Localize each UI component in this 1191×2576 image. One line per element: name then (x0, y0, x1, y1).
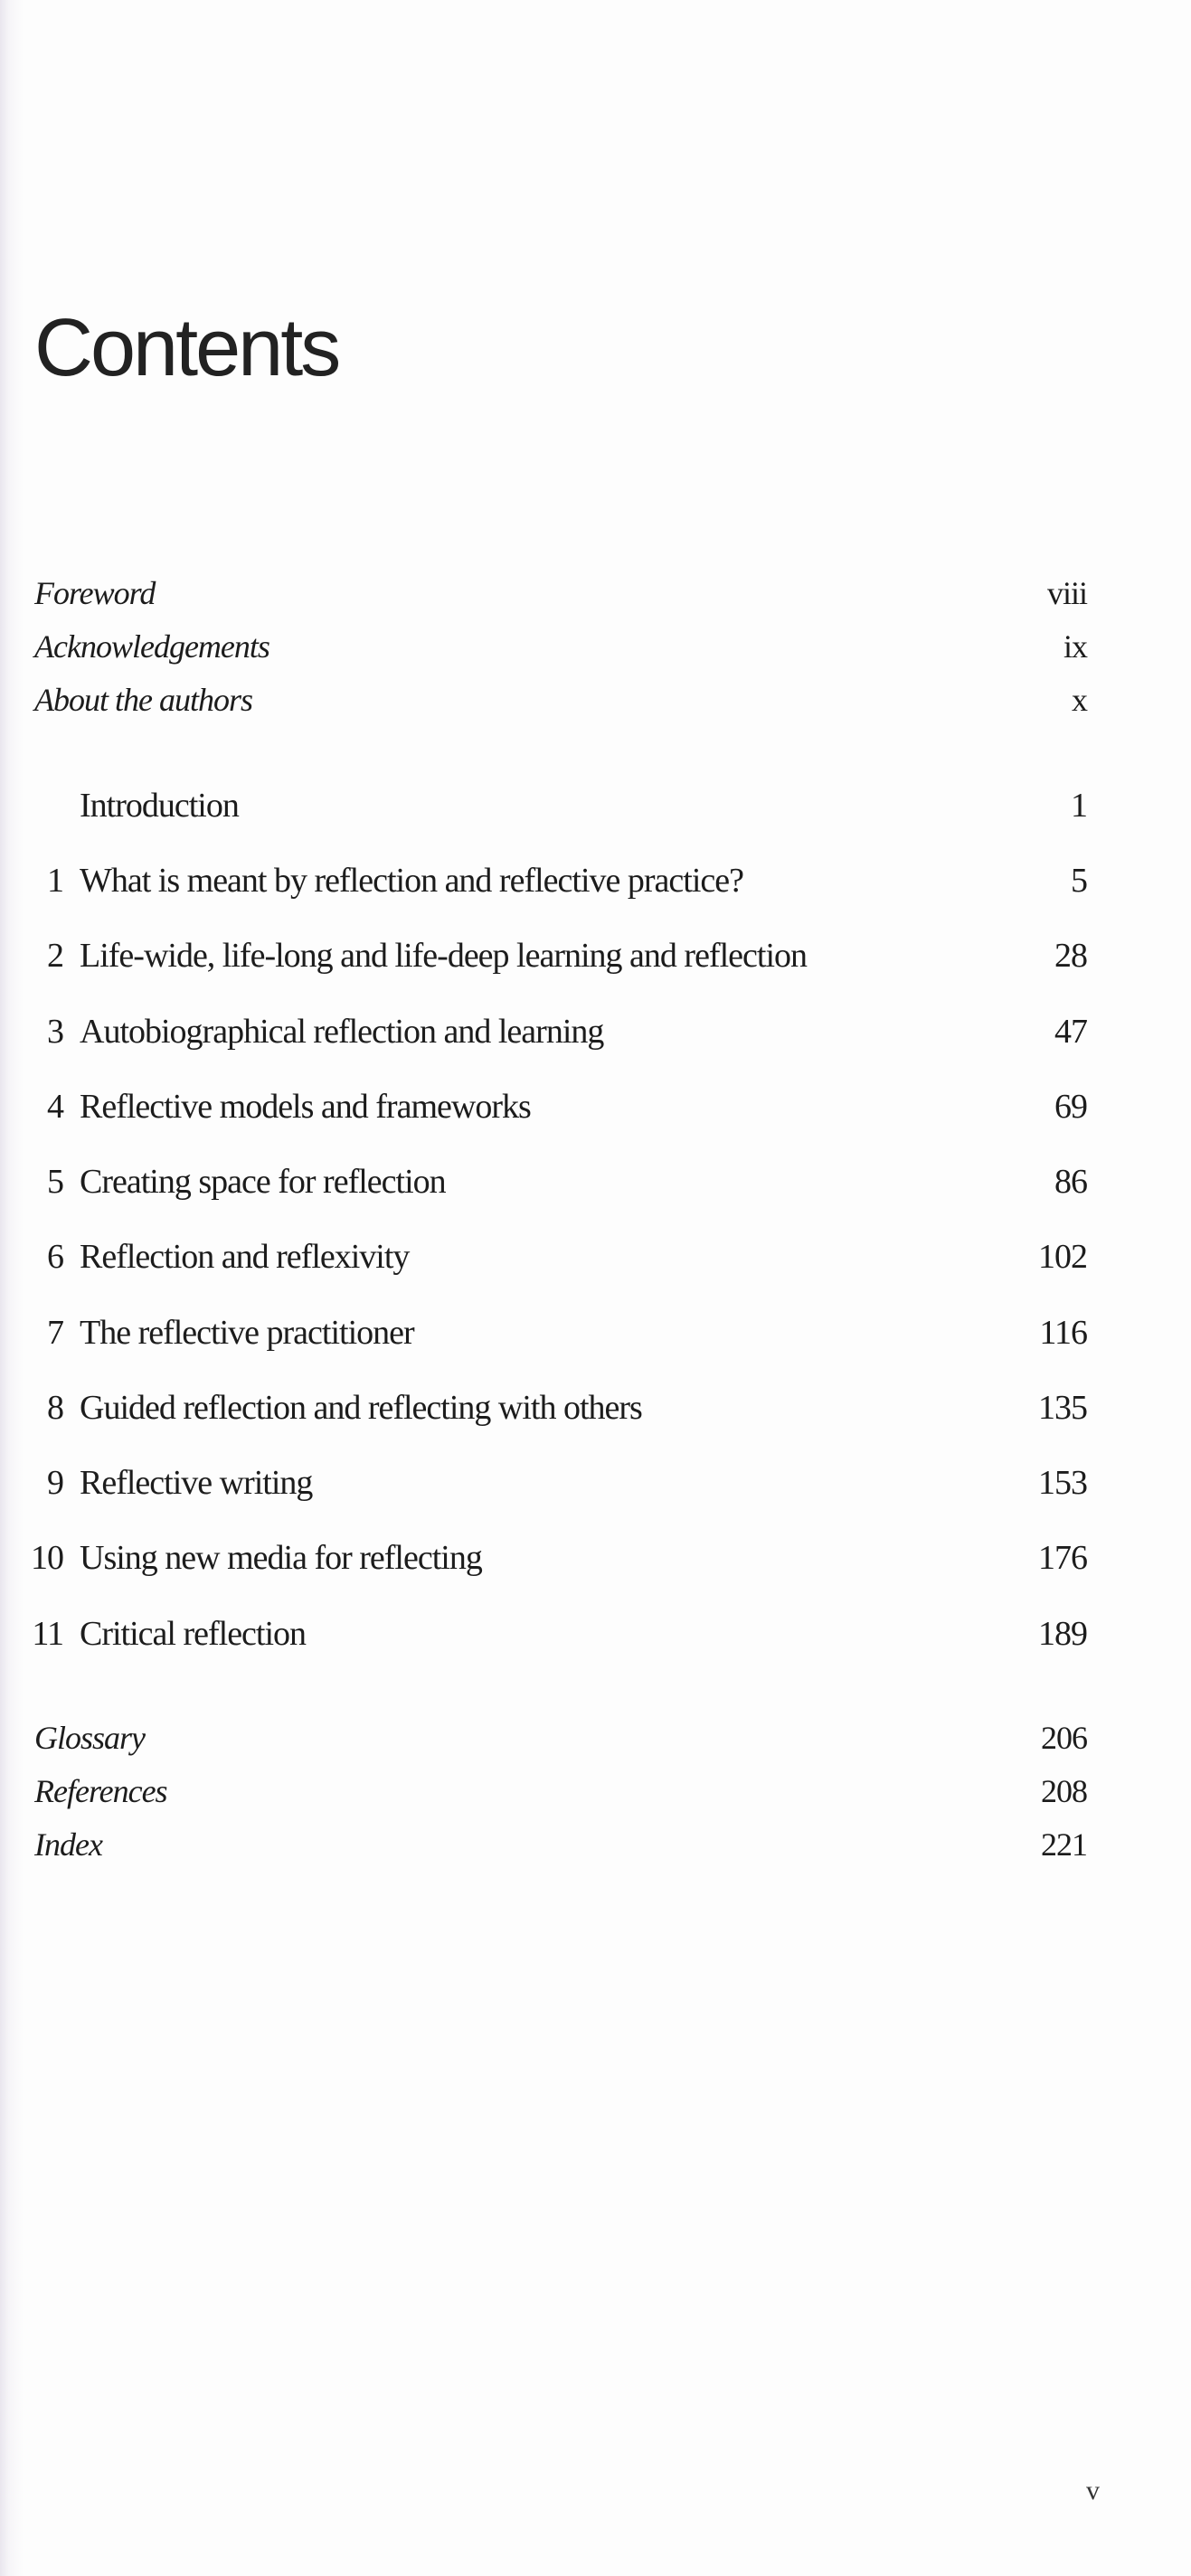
toc-entry-label: Autobiographical reflection and learning (80, 1013, 604, 1051)
toc-page-number: 69 (1054, 1088, 1087, 1126)
toc-chapter-3[interactable] (0, 1014, 1191, 1069)
toc-chapter-number: 8 (47, 1389, 63, 1427)
toc-entry-label: Reflective writing (80, 1464, 313, 1502)
toc-chapter-number: 1 (47, 862, 63, 900)
toc-chapter-1[interactable] (0, 863, 1191, 918)
toc-page-number: 116 (1039, 1314, 1087, 1352)
toc-page-number: 86 (1054, 1163, 1087, 1201)
toc-chapter-7[interactable] (0, 1316, 1191, 1370)
toc-page-number: 5 (1071, 862, 1087, 900)
toc-page-number: x (1072, 682, 1087, 718)
toc-chapter-6[interactable] (0, 1240, 1191, 1294)
toc-entry-label: About the authors (34, 682, 252, 718)
toc-entry-label: References (34, 1773, 167, 1809)
toc-entry-label: Introduction (80, 787, 239, 825)
toc-entry-label: Foreword (34, 575, 156, 611)
toc-chapter-8[interactable] (0, 1391, 1191, 1445)
toc-entry-label: Index (34, 1826, 102, 1863)
toc-front-item-foreword[interactable] (0, 577, 1191, 631)
toc-entry-label: The reflective practitioner (80, 1314, 414, 1352)
toc-front-item-about-authors[interactable] (0, 684, 1191, 738)
toc-page-number: 47 (1054, 1013, 1087, 1051)
toc-page-number: 102 (1038, 1238, 1087, 1276)
toc-page-number: 206 (1041, 1720, 1087, 1756)
toc-page-number: 208 (1041, 1773, 1087, 1809)
toc-page-number: ix (1063, 628, 1087, 665)
toc-entry-label: Critical reflection (80, 1615, 307, 1653)
toc-chapter-number: 4 (47, 1088, 63, 1126)
toc-back-item-index[interactable] (0, 1828, 1191, 1882)
toc-chapter-11[interactable] (0, 1617, 1191, 1671)
toc-chapter-2[interactable] (0, 939, 1191, 993)
toc-page-number: 28 (1054, 937, 1087, 975)
toc-chapter-5[interactable] (0, 1165, 1191, 1219)
toc-back-item-glossary[interactable] (0, 1722, 1191, 1776)
toc-chapter-number: 2 (47, 937, 63, 975)
toc-chapter-number: 5 (47, 1163, 63, 1201)
toc-chapter-number: 7 (47, 1314, 63, 1352)
toc-entry-label: Life-wide, life-long and life-deep learning and reflection (80, 937, 807, 975)
toc-chapter-number: 10 (31, 1539, 63, 1577)
toc-entry-label: Using new media for reflecting (80, 1539, 482, 1577)
toc-page-number: 1 (1071, 787, 1087, 825)
toc-chapter-introduction[interactable] (0, 788, 1191, 843)
toc-page-number: 176 (1038, 1539, 1087, 1577)
toc-entry-label: Glossary (34, 1720, 146, 1756)
toc-chapter-10[interactable] (0, 1541, 1191, 1595)
toc-chapter-number: 11 (32, 1615, 63, 1653)
toc-chapter-number: 6 (47, 1238, 63, 1276)
toc-entry-label: Acknowledgements (34, 628, 269, 665)
toc-entry-label: Guided reflection and reflecting with others (80, 1389, 642, 1427)
toc-page-number: 189 (1038, 1615, 1087, 1653)
toc-chapter-4[interactable] (0, 1090, 1191, 1144)
toc-front-item-acknowledgements[interactable] (0, 630, 1191, 684)
toc-entry-label: Reflection and reflexivity (80, 1238, 410, 1276)
toc-page-number: viii (1046, 575, 1087, 611)
toc-page-number: 221 (1041, 1826, 1087, 1863)
toc-chapter-number: 9 (47, 1464, 63, 1502)
toc-chapter-number: 3 (47, 1013, 63, 1051)
toc-entry-label: What is meant by reflection and reflective practice? (80, 862, 743, 900)
toc-entry-label: Creating space for reflection (80, 1163, 446, 1201)
toc-entry-label: Reflective models and frameworks (80, 1088, 531, 1126)
toc-page-number: 153 (1038, 1464, 1087, 1502)
toc-chapter-9[interactable] (0, 1466, 1191, 1520)
toc-page-number: 135 (1038, 1389, 1087, 1427)
toc-back-item-references[interactable] (0, 1775, 1191, 1829)
page-title: Contents (34, 303, 339, 393)
folio-page-number: v (1086, 2476, 1100, 2505)
